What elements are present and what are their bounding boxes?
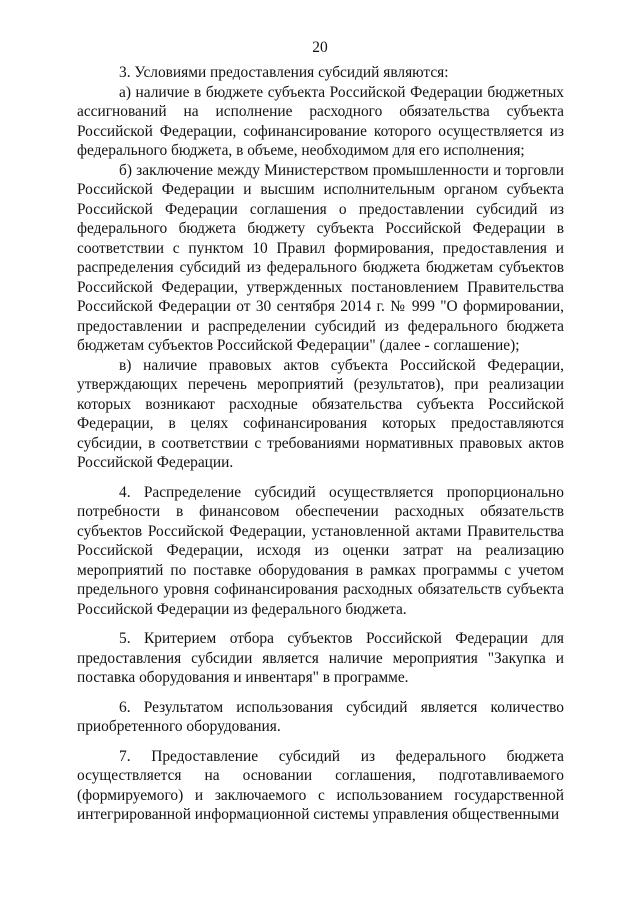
paragraph-7: 7. Предоставление субсидий из федерального бюджета осуществляется на основании соглашения, подготавливаемого (формируемого) и заключаемого с использованием государственной интегрированной информационной системы управления общественными: [77, 747, 564, 823]
paragraph-4: 4. Распределение субсидий осуществляется пропорционально потребности в финансовом обеспечении расходных обязательств субъектов Российской Федерации, установленной актами Правительства Российской Федерации, исходя из оценки затрат на реализацию мероприятий по поставке оборудования в рамках программы с учетом предельного уровня софинансирования расходных обязательств субъекта Российской Федерации из федерального бюджета.: [77, 483, 564, 618]
paragraph-6: 6. Результатом использования субсидий является количество приобретенного оборудования.: [77, 698, 564, 735]
page-number: 20: [312, 39, 328, 56]
paragraph-5: 5. Критерием отбора субъектов Российской Федерации для предоставления субсидии является наличие мероприятия "Закупка и поставка оборудования и инвентаря" в программе.: [77, 630, 564, 686]
paragraph-3b: б) заключение между Министерством промышленности и торговли Российской Федерации и высшим исполнительным органом субъекта Российской Федерации соглашения о предоставлении субсидий из федерального бюджета бюджету субъекта Российской Федерации в соответствии с пунктом 10 Правил формирования, предоставления и распределения субсидий из федерального бюджета бюджетам субъектов Российской Федерации, утвержденных постановлением Правительства Российской Федерации от 30 сентября 2014 г. № 999 "О формировании, предоставлении и распределении субсидий из федерального бюджета бюджетам субъектов Российской Федерации" (далее - соглашение);: [77, 161, 564, 354]
document-body: [77, 63, 564, 825]
paragraph-3v: в) наличие правовых актов субъекта Российской Федерации, утверждающих перечень мероприятий (результатов), при реализации которых возникают расходные обязательства субъекта Российской Федерации, в целях софинансирования которых предоставляются субсидии, в соответствии с требованиями нормативных правовых актов Российской Федерации.: [77, 356, 564, 471]
paragraph-3a: а) наличие в бюджете субъекта Российской Федерации бюджетных ассигнований на исполнение расходного обязательства субъекта Российской Федерации, софинансирование которого осуществляется из федерального бюджета, в объеме, необходимом для его исполнения;: [77, 83, 564, 159]
paragraph-3-conditions: 3. Условиями предоставления субсидий являются:: [119, 64, 449, 81]
